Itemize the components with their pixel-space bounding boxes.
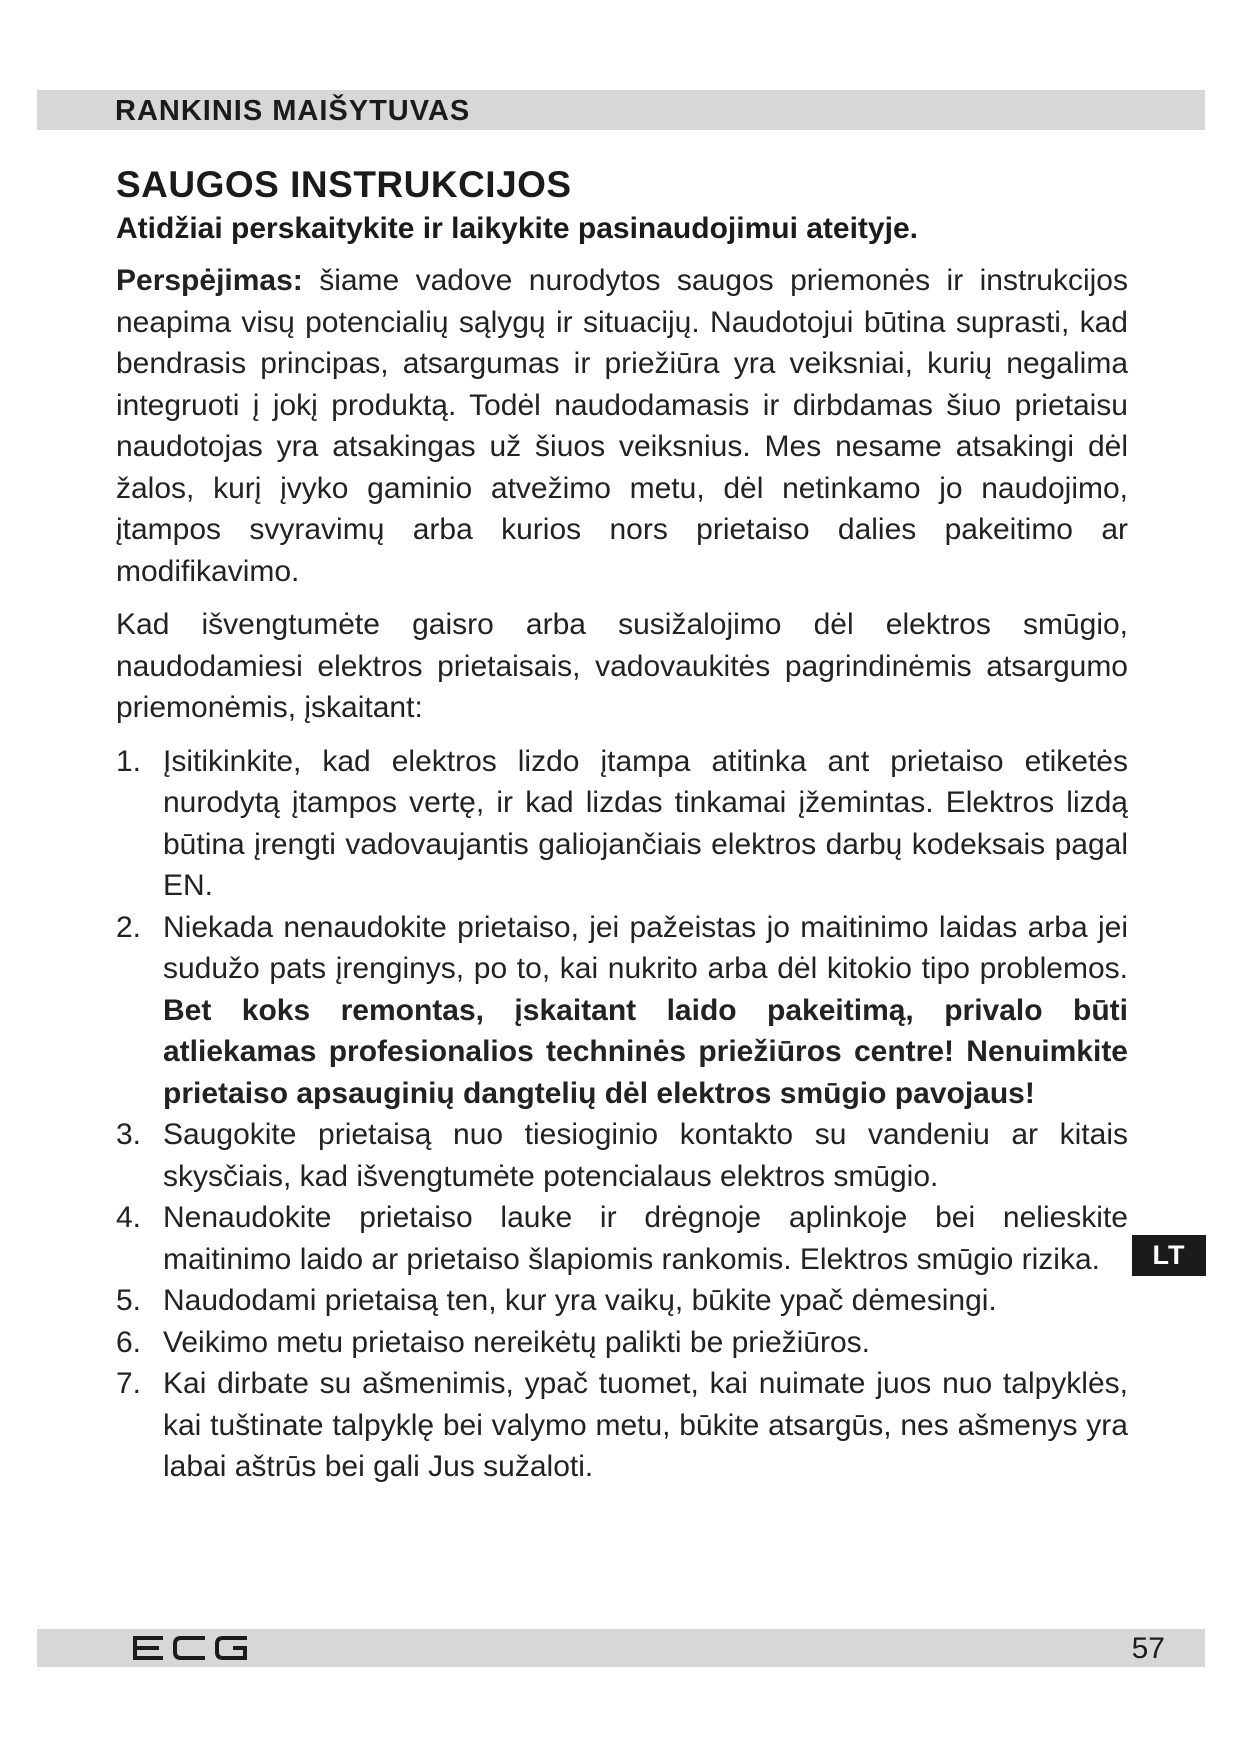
section-subtitle: Atidžiai perskaitykite ir laikykite pasinaudojimui ateityje.: [116, 212, 918, 245]
list-item-text: Veikimo metu prietaiso nereikėtų palikti be priežiūros.: [163, 1325, 871, 1359]
header-bar: [37, 90, 1205, 130]
warning-text: šiame vadove nurodytos saugos priemonės ir instrukcijos neapima visų potencialių sąlygų ir situacijų. Naudotojui būtina suprasti, kad bendrasis principas, atsargumas ir priežiūra yra veiksniai, kurių negalima integruoti į jokį produktą. Todėl naudodamasis ir dirbdamas šiuo prietaisu naudotojas yra atsakingas už šiuos veiksnius. Mes nesame atsakingi dėl žalos, kurį įvyko gaminio atvežimo metu, dėl netinkamo jo naudojimo, įtampos svyravimų arba kurios nors prietaiso dalies pakeitimo ar modifikavimo.: [116, 264, 1128, 588]
footer-bar: [37, 1629, 1205, 1667]
list-item-number: 5.: [116, 1284, 142, 1317]
list-item-text: Niekada nenaudokite prietaiso, jei pažeistas jo maitinimo laidas arba jei sudužo pats įrenginys, po to, kai nukrito arba dėl kitokio tipo problemos.: [163, 910, 1128, 985]
main-content: [116, 162, 1128, 1488]
list-item-text: Kai dirbate su ašmenimis, ypač tuomet, kai nuimate juos nuo talpyklės, kai tuštinate talpyklę bei valymo metu, būkite atsargūs, nes ašmenys yra labai aštrūs bei gali Jus sužaloti.: [163, 1367, 1128, 1483]
list-item-text: Nenaudokite prietaiso lauke ir drėgnoje aplinkoje bei nelieskite maitinimo laido ar prietaiso šlapiomis rankomis. Elektros smūgio rizika.: [163, 1201, 1128, 1276]
list-item-number: 6.: [116, 1325, 142, 1359]
warning-paragraph: [116, 260, 1128, 592]
list-item-number: 1.: [116, 744, 142, 778]
list-item: [116, 1280, 1128, 1322]
list-item-number: 3.: [116, 1118, 142, 1151]
ecg-logo-icon: [131, 1634, 251, 1662]
list-item-number: 7.: [116, 1367, 142, 1400]
page-number: 57: [1131, 1632, 1165, 1665]
list-item: [116, 741, 1128, 907]
intro-paragraph: Kad išvengtumėte gaisro arba susižalojimo dėl elektros smūgio, naudodamiesi elektros prietaisais, vadovaukitės pagrindinėmis atsargumo priemonėmis, įskaitant:: [116, 608, 1128, 724]
list-item: [116, 1114, 1128, 1197]
list-item: [116, 1363, 1128, 1488]
list-item-number: 2.: [116, 910, 142, 944]
list-item-bold-text: Bet koks remontas, įskaitant laido pakeitimą, privalo būti atliekamas profesionalios techninės priežiūros centre! Nenuimkite prietaiso apsauginių dangtelių dėl elektros smūgio pavojaus!: [163, 993, 1128, 1110]
list-item: [116, 1322, 1128, 1364]
list-item-text: Įsitikinkite, kad elektros lizdo įtampa atitinka ant prietaiso etiketės nurodytą įtampos vertę, ir kad lizdas tinkamai įžemintas. Elektros lizdą būtina įrengti vadovaujantis galiojančiais elektros darbų kodeksais pagal EN.: [163, 744, 1128, 902]
document-title: RANKINIS MAIŠYTUVAS: [115, 95, 471, 127]
brand-logo: [131, 1634, 251, 1667]
list-item: [116, 907, 1128, 1115]
list-item-text: Naudodami prietaisą ten, kur yra vaikų, būkite ypač dėmesingi.: [163, 1284, 997, 1317]
safety-list: [116, 741, 1128, 1488]
list-item: [116, 1197, 1128, 1280]
language-tab: LT: [1132, 1235, 1206, 1276]
list-item-number: 4.: [116, 1201, 142, 1234]
list-item-text: Saugokite prietaisą nuo tiesioginio kontakto su vandeniu ar kitais skysčiais, kad išvengtumėte potencialaus elektros smūgio.: [163, 1118, 1128, 1193]
section-title: SAUGOS INSTRUKCIJOS: [116, 164, 572, 205]
warning-label: Perspėjimas:: [116, 264, 303, 297]
